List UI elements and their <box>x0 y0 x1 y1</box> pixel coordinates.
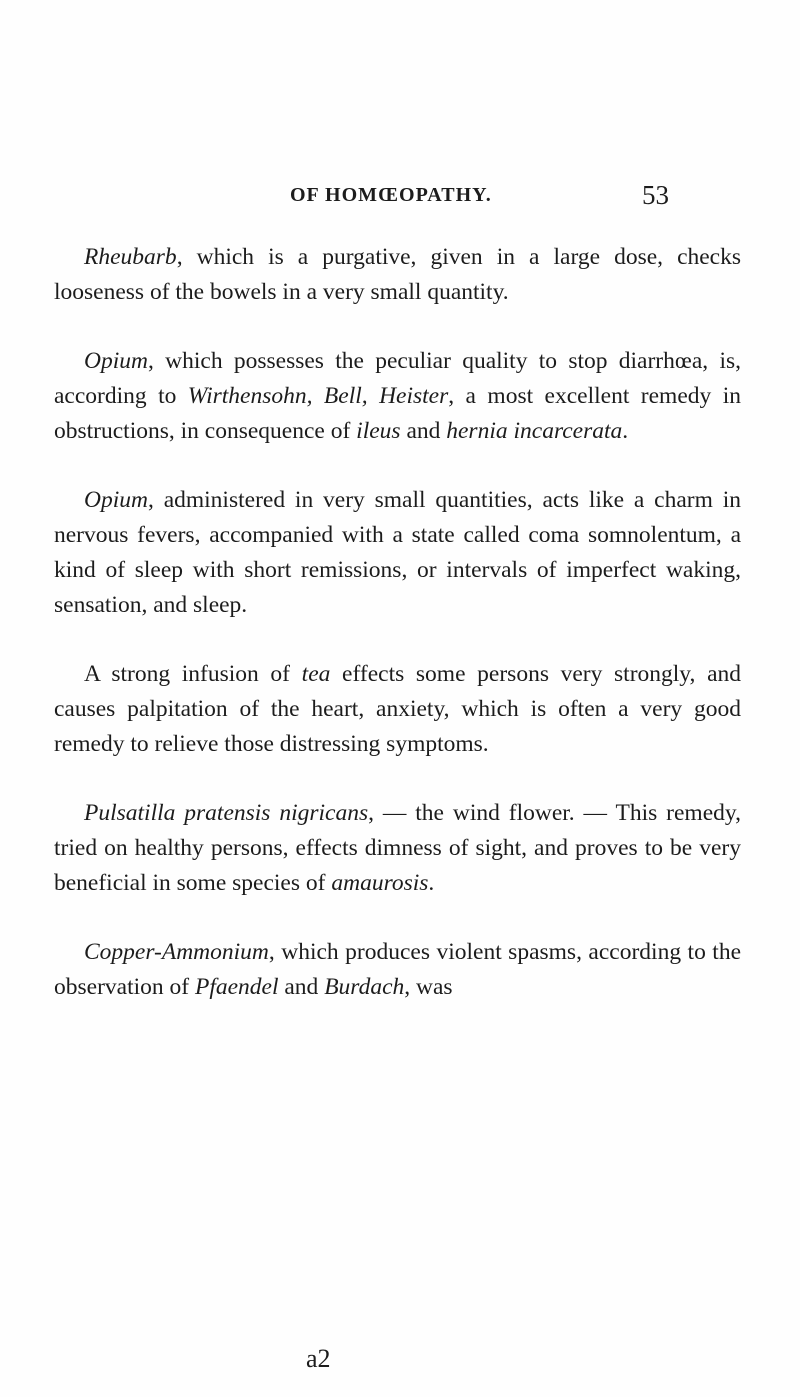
paragraph-text: . <box>622 418 629 444</box>
paragraph-text: , administered in very small quantities, acts like a charm in nervous fevers, accompanied with a state called coma somnolentum, a kind of sleep with short remissions, or intervals of imperfect waking, sensation, and sleep. <box>54 487 741 618</box>
term-pulsatilla: Pulsatilla pratensis nigricans <box>84 800 369 826</box>
page-header <box>0 175 800 215</box>
term-opium: Opium <box>84 487 148 513</box>
term-hernia-incarcerata: hernia incarcerata <box>446 418 623 444</box>
term-copper-ammonium: Copper-Ammonium <box>84 939 269 965</box>
body-text <box>54 240 741 1039</box>
paragraph-text: , which produces violent spasms, according to the observation of <box>54 939 741 1000</box>
running-title: OF HOMŒOPATHY. <box>290 184 492 206</box>
paragraph-text: , was <box>404 974 453 1000</box>
authority-burdach: Burdach <box>324 974 405 1000</box>
paragraph-text: and <box>278 974 325 1000</box>
paragraph-text: , a most excellent remedy in obstructions, in consequence of <box>54 383 741 444</box>
paragraph-text: and <box>400 418 447 444</box>
term-tea: tea <box>301 661 331 687</box>
paragraph-text: , — the wind flower. — This remedy, tried on healthy persons, effects dimness of sight, and proves to be very beneficial in some species of <box>54 800 741 896</box>
term-rheubarb: Rheubarb <box>84 244 177 270</box>
paragraph-opium-obstructions <box>54 344 741 449</box>
authority-pfaendel: Pfaendel <box>194 974 279 1000</box>
term-opium: Opium <box>84 348 148 374</box>
term-amaurosis: amaurosis <box>331 870 429 896</box>
paragraph-opium-fevers <box>54 483 741 623</box>
paragraph-pulsatilla <box>54 796 741 901</box>
paragraph-text: , which is a purgative, given in a large dose, checks looseness of the bowels in a very small quantity. <box>54 244 741 305</box>
paragraph-copper-ammonium <box>54 935 741 1005</box>
paragraph-text: A strong infusion of <box>84 661 302 687</box>
paragraph-text: , which possesses the peculiar quality to stop diarrhœa, is, according to <box>54 348 741 409</box>
term-ileus: ileus <box>356 418 401 444</box>
paragraph-text: . <box>428 870 435 896</box>
paragraph-tea <box>54 657 741 762</box>
paragraph-text: effects some persons very strongly, and causes palpitation of the heart, anxiety, which is often a very good remedy to relieve those distressing symptoms. <box>54 661 741 757</box>
signature-mark: a2 <box>306 1344 331 1373</box>
page-number: 53 <box>642 180 669 210</box>
authorities: Wirthensohn, Bell, Heister <box>187 383 449 409</box>
paragraph-rheubarb <box>54 240 741 310</box>
